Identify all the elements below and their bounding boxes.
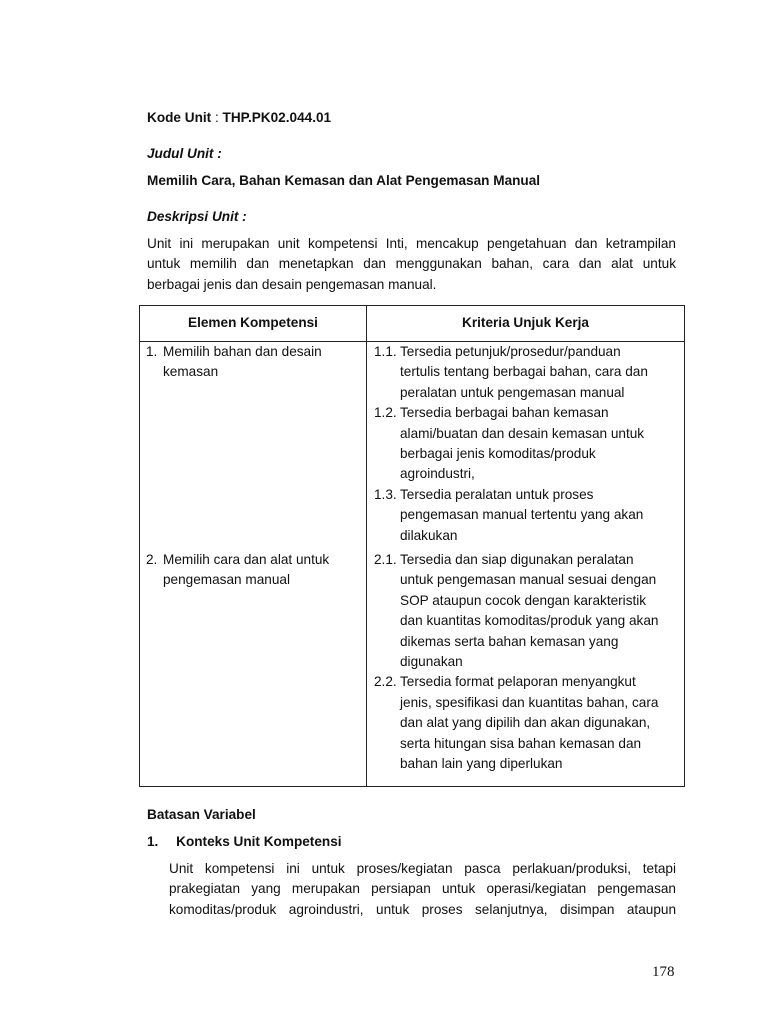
deskripsi-line: untuk memilih dan menetapkan dan menggunakan bahan, cara dan alat untuk: [147, 256, 676, 272]
deskripsi-unit-heading: Deskripsi Unit :: [147, 209, 247, 224]
deskripsi-line: Unit ini merupakan unit kompetensi Inti, mencakup pengetahuan dan ketrampilan: [147, 236, 676, 251]
deskripsi-line: berbagai jenis dan desain pengemasan manual.: [147, 276, 437, 292]
kriteria-number: 1.1.: [374, 344, 397, 359]
elemen-number: 1.: [146, 344, 158, 359]
kode-unit-label: Kode Unit: [147, 110, 212, 125]
kriteria-line: bahan lain yang diperlukan: [400, 756, 563, 772]
deskripsi-unit-paragraph: [147, 234, 676, 295]
table-header-row: [140, 306, 685, 342]
kriteria-line: alami/buatan dan desain kemasan untuk: [400, 425, 645, 441]
elemen-line: Memilih bahan dan desain: [163, 344, 322, 359]
table-row: [140, 550, 685, 787]
kriteria-line: Tersedia berbagai bahan kemasan: [400, 405, 609, 421]
kriteria-cell: [367, 342, 685, 551]
kriteria-item: [374, 485, 678, 546]
konteks-heading: [147, 832, 342, 852]
batasan-variabel-heading: Batasan Variabel: [147, 807, 256, 822]
kriteria-item: [374, 550, 678, 672]
kriteria-line: SOP ataupun cocok dengan karakteristik: [400, 592, 647, 608]
kriteria-number: 1.3.: [374, 486, 397, 502]
kriteria-line: dan kuantitas komoditas/produk yang akan: [400, 613, 659, 629]
kriteria-number: 2.1.: [374, 552, 397, 567]
konteks-line: komoditas/produk agroindustri, untuk proses selanjutnya, disimpan ataupun: [169, 901, 676, 917]
kriteria-line: agroindustri,: [400, 466, 475, 482]
header-elemen-kompetensi: Elemen Kompetensi: [140, 306, 367, 342]
konteks-title: Konteks Unit Kompetensi: [176, 834, 342, 849]
kriteria-line: untuk pengemasan manual sesuai dengan: [400, 572, 657, 588]
kriteria-number: 2.2.: [374, 674, 397, 690]
elemen-number: 2.: [146, 552, 158, 567]
header-kriteria-unjuk-kerja: Kriteria Unjuk Kerja: [367, 306, 685, 342]
kriteria-line: dan alat yang dipilih dan akan digunakan,: [400, 715, 651, 731]
elemen-item: [140, 342, 366, 383]
kriteria-line: berbagai jenis komoditas/produk: [400, 446, 596, 462]
elemen-line: Memilih cara dan alat untuk: [163, 552, 330, 567]
kriteria-item: [374, 342, 678, 403]
konteks-line: Unit kompetensi ini untuk proses/kegiatan pasca perlakuan/produksi, tetapi: [169, 861, 676, 876]
elemen-line: pengemasan manual: [163, 572, 290, 588]
kriteria-line: digunakan: [400, 654, 463, 670]
elemen-cell: [140, 342, 367, 551]
kriteria-item: [374, 672, 678, 774]
kriteria-line: serta hitungan sisa bahan kemasan dan: [400, 735, 642, 751]
page-number: 178: [652, 964, 675, 980]
kriteria-line: pengemasan manual tertentu yang akan: [400, 507, 644, 523]
konteks-line: prakegiatan yang merupakan persiapan untuk operasi/kegiatan pengemasan: [169, 881, 676, 897]
kriteria-item: [374, 403, 678, 485]
kriteria-line: jenis, spesifikasi dan kuantitas bahan, cara: [400, 694, 659, 710]
kriteria-line: peralatan untuk pengemasan manual: [400, 384, 625, 400]
kode-unit-separator: :: [214, 110, 219, 125]
table-row: [140, 342, 685, 551]
kode-unit-value: THP.PK02.044.01: [222, 110, 332, 125]
kriteria-line: dikemas serta bahan kemasan yang: [400, 633, 619, 649]
konteks-number: 1.: [147, 834, 159, 849]
judul-unit-heading: Judul Unit :: [147, 146, 222, 161]
kode-unit-line: [147, 108, 331, 128]
judul-unit-title: Memilih Cara, Bahan Kemasan dan Alat Pengemasan Manual: [147, 173, 541, 188]
competency-table: [139, 305, 685, 787]
kriteria-line: Tersedia peralatan untuk proses: [400, 486, 594, 502]
kriteria-line: Tersedia petunjuk/prosedur/panduan: [400, 344, 621, 359]
konteks-paragraph: [169, 859, 676, 920]
kriteria-line: Tersedia format pelaporan menyangkut: [400, 674, 636, 690]
kriteria-line: dilakukan: [400, 527, 458, 543]
kriteria-line: Tersedia dan siap digunakan peralatan: [400, 552, 634, 567]
kriteria-line: tertulis tentang berbagai bahan, cara dan: [400, 364, 648, 380]
kriteria-cell: [367, 550, 685, 787]
elemen-cell: [140, 550, 367, 787]
elemen-item: [140, 550, 366, 591]
elemen-line: kemasan: [163, 364, 219, 380]
kriteria-number: 1.2.: [374, 405, 397, 421]
